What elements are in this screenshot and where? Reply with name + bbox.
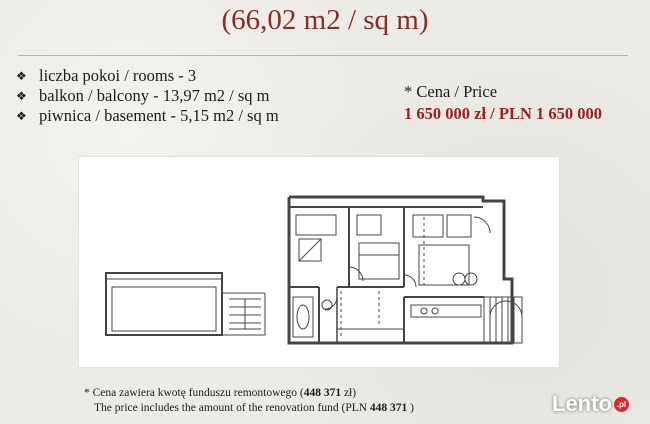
note-line-english: The price includes the amount of the renovation fund (PLN 448 371 ) xyxy=(94,402,415,414)
renovation-fund-note xyxy=(84,386,414,416)
area-subtitle: (66,02 m2 / sq m) xyxy=(221,4,429,36)
floor-plan-drawing xyxy=(79,157,559,367)
feature-balcony-text: balkon / balcony - 13,97 m2 / sq m xyxy=(39,86,270,105)
lento-badge-icon: .pl xyxy=(614,397,629,412)
diamond-bullet-icon: ❖ xyxy=(16,109,27,123)
price-value: 1 650 000 zł / PLN 1 650 000 xyxy=(404,104,602,123)
bathtub xyxy=(293,297,313,337)
feature-rooms xyxy=(16,66,279,86)
note-amount-polish: 448 371 xyxy=(303,387,342,399)
apartment-outline xyxy=(289,197,512,343)
note-line-polish: * Cena zawiera kwotę funduszu remontowego (448 371 zł) xyxy=(84,387,357,399)
feature-basement-text: piwnica / basement - 5,15 m2 / sq m xyxy=(39,106,279,125)
balcony-inner xyxy=(112,287,216,331)
lento-brand: Lento xyxy=(552,391,612,416)
header-divider xyxy=(18,55,628,56)
feature-rooms-text: liczba pokoi / rooms - 3 xyxy=(39,66,197,85)
floor-plan-panel xyxy=(78,156,560,368)
price-label: * Cena / Price xyxy=(404,82,498,101)
balcony-outline xyxy=(106,273,222,335)
features-list xyxy=(16,66,279,126)
diamond-bullet-icon: ❖ xyxy=(16,69,27,83)
note-amount-english: 448 371 xyxy=(369,402,408,414)
lento-watermark xyxy=(552,392,629,416)
feature-basement xyxy=(16,106,279,126)
diamond-bullet-icon: ❖ xyxy=(16,89,27,103)
price-block xyxy=(404,82,602,126)
feature-balcony xyxy=(16,86,279,106)
